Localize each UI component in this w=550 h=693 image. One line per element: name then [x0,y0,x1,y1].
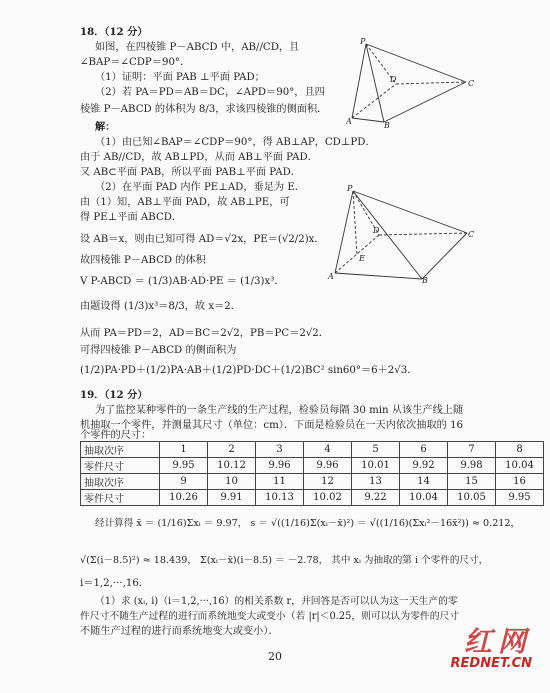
q18-sol-5: 由（1）知，AB⊥平面 PAD，故 AB⊥PE，可 [80,197,290,208]
fig2-label-a: A [328,272,334,281]
q18-line-4: （2）若 PA＝PD＝AB＝DC，∠APD＝90°，且四 [95,87,325,98]
q19-formula-3: i＝1,2,···,16． [80,578,149,589]
pyramid-figure-2 [327,183,475,283]
table-cell: 14 [400,474,448,490]
row-label: 零件尺寸 [81,490,160,506]
q19-para-3: 个零件的尺寸： [80,430,152,441]
table-row-size-2 [81,490,544,506]
table-cell: 10.05 [448,490,496,506]
fig1-label-d: D [390,75,397,84]
fig2-label-e: E [359,254,365,263]
table-row-order-2 [81,474,544,490]
table-cell: 13 [352,474,400,490]
q18-sol-9: V P-ABCD ＝ (1/3)AB·AD·PE ＝ (1/3)x³． [80,276,285,287]
table-row-size-1 [81,458,544,474]
table-cell: 2 [208,442,256,458]
row-label: 抽取次序 [81,474,160,490]
pyramid-figure-1 [346,36,478,128]
table-cell: 10.01 [352,458,400,474]
table-cell: 8 [496,442,544,458]
watermark-cn: 红网 [463,625,532,658]
table-cell: 10 [208,474,256,490]
table-cell: 9.22 [352,490,400,506]
table-cell: 16 [496,474,544,490]
fig2-label-p: P [347,184,353,193]
q18-sol-7: 设 AB＝x，则由已知可得 AD＝√2x，PE＝(√2/2)x． [80,234,325,245]
row-label: 抽取次序 [81,442,160,458]
fig1-label-p: P [360,37,366,46]
q18-line-2: ∠BAP＝∠CDP＝90°． [80,57,191,68]
table-cell: 9.95 [160,458,208,474]
fig2-label-c: C [468,230,475,239]
q18-sol-11: 从而 PA＝PD＝2，AD＝BC＝2√2，PB＝PC＝2√2． [80,328,329,339]
fig1-label-b: B [384,121,390,128]
q19-formula-1: 经计算得 x̄ ＝ (1/16)Σxᵢ ＝ 9.97， s ＝ √((1/16)Σ(xᵢ－x̄)²) ＝ √((1/16)(Σxᵢ²－16x̄²)) ≈ 0.212， [95,518,521,529]
fig2-label-d: D [373,226,380,235]
table-cell: 10.04 [400,490,448,506]
q18-sol-1: （1）由已知∠BAP＝∠CDP＝90°，得 AB⊥AP，CD⊥PD． [95,137,376,148]
table-cell: 9.98 [448,458,496,474]
q19-question-3: 不随生产过程的进行而系统地变大或变小）． [80,626,279,637]
q18-sol-12: 可得四棱锥 P－ABCD 的侧面积为 [80,345,237,356]
q18-line-1: 如图，在四棱锥 P－ABCD 中，AB//CD，且 [95,42,300,53]
q18-sol-13: (1/2)PA·PD＋(1/2)PA·AB＋(1/2)PD·DC＋(1/2)BC² sin60°＝6＋2√3． [80,365,418,376]
table-cell: 12 [304,474,352,490]
q18-sol-10: 由题设得 (1/3)x³＝8/3，故 x＝2． [80,301,241,312]
rednet-watermark [451,620,532,671]
table-row-order-1 [81,442,544,458]
page-number: 20 [268,650,282,663]
q18-sol-3: 又 AB⊂平面 PAB，所以平面 PAB⊥平面 PAD． [80,167,301,178]
q18-sol-4: （2）在平面 PAD 内作 PE⊥AD，垂足为 E． [95,182,305,193]
q19-data-table [80,441,544,506]
q18-header: 18．（12 分） [80,26,148,38]
table-cell: 9.95 [496,490,544,506]
q19-formula-2: √(Σ(i－8.5)²) ≈ 18.439， Σ(xᵢ－x̄)(i－8.5) ＝ －2.78， 其中 xᵢ 为抽取的第 i 个零件的尺寸， [80,555,489,566]
row-label: 零件尺寸 [81,458,160,474]
table-cell: 11 [256,474,304,490]
q18-solution-title: 解： [95,121,116,133]
table-cell: 10.04 [496,458,544,474]
table-cell: 4 [304,442,352,458]
q18-line-3: （1）证明：平面 PAB ⊥平面 PAD； [95,72,265,83]
table-cell: 9.96 [256,458,304,474]
table-cell: 10.02 [304,490,352,506]
q19-header: 19．（12 分） [80,389,148,401]
table-cell: 1 [160,442,208,458]
q18-sol-6: 得 PE⊥平面 ABCD． [80,212,183,223]
q18-sol-8: 故四棱锥 P－ABCD 的体积 [80,255,206,266]
table-cell: 10.13 [256,490,304,506]
q19-para-2: 机抽取一个零件，并测量其尺寸（单位：cm）．下面是检验员在一天内依次抽取的 16 [80,420,464,431]
table-cell: 9.96 [304,458,352,474]
q18-sol-2: 由于 AB//CD，故 AB⊥PD，从而 AB⊥平面 PAD． [80,152,318,163]
table-cell: 9 [160,474,208,490]
q19-question-1: （1）求 (xᵢ, i)（i＝1,2,···,16）的相关系数 r，并回答是否可以认为这一天生产的零 [95,596,458,607]
table-cell: 6 [400,442,448,458]
watermark-en: REDNET.CN [450,656,532,671]
table-cell: 5 [352,442,400,458]
table-cell: 10.26 [160,490,208,506]
table-cell: 9.92 [400,458,448,474]
fig1-label-c: C [468,79,475,88]
fig2-label-b: B [422,276,428,283]
table-cell: 15 [448,474,496,490]
table-cell: 10.12 [208,458,256,474]
q18-line-5: 棱锥 P－ABCD 的体积为 8/3，求该四棱锥的侧面积． [80,104,328,115]
q19-question-2: 件尺寸不随生产过程的进行而系统地变大或变小（若 |r|＜0.25，则可以认为零件的尺寸 [80,611,460,622]
table-cell: 9.91 [208,490,256,506]
fig1-label-a: A [346,117,352,126]
table-cell: 3 [256,442,304,458]
q19-para-1: 为了监控某种零件的一条生产线的生产过程，检验员每隔 30 min 从该生产线上随 [95,405,464,416]
table-cell: 7 [448,442,496,458]
